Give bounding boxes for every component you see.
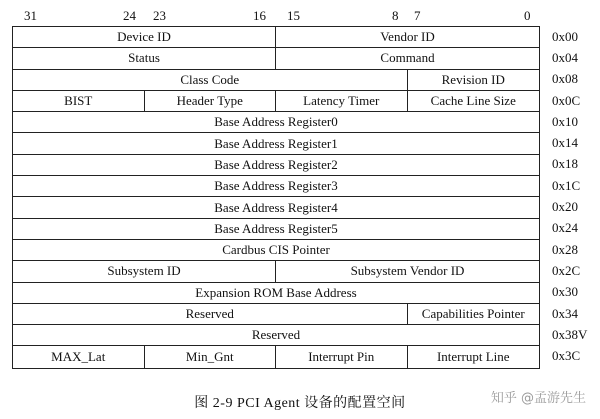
- register-offset: 0x10: [552, 113, 578, 129]
- register-offset: 0x0C: [552, 92, 581, 108]
- register-field: Base Address Register0: [214, 114, 338, 130]
- register-row: [13, 27, 539, 48]
- register-row: [13, 112, 539, 133]
- register-field: Class Code: [13, 70, 408, 90]
- register-field: Reserved: [13, 304, 408, 324]
- register-field: Base Address Register3: [214, 178, 338, 194]
- register-field: Latency Timer: [276, 91, 408, 111]
- register-row: [13, 346, 539, 367]
- register-row: [13, 219, 539, 240]
- register-row: [13, 325, 539, 346]
- register-field: MAX_Lat: [13, 346, 145, 367]
- register-row: [13, 48, 539, 69]
- register-offset: 0x30: [552, 284, 578, 300]
- bit-label: 24: [123, 8, 136, 23]
- bit-label: 15: [287, 8, 300, 23]
- register-offset: 0x08: [552, 71, 578, 87]
- register-row: [13, 155, 539, 176]
- bit-label: 23: [153, 8, 166, 23]
- register-field: Cardbus CIS Pointer: [222, 242, 330, 258]
- register-field: Header Type: [145, 91, 277, 111]
- bit-label: 16: [253, 8, 266, 23]
- register-field: Base Address Register4: [214, 199, 338, 215]
- register-offset: 0x20: [552, 199, 578, 215]
- register-row: [13, 304, 539, 325]
- bit-label: 8: [392, 8, 399, 23]
- register-field: BIST: [13, 91, 145, 111]
- register-offset: 0x38V: [552, 326, 588, 342]
- register-offset: 0x1C: [552, 177, 581, 193]
- bit-label: 7: [414, 8, 421, 23]
- register-offset: 0x00: [552, 28, 578, 44]
- register-row: [13, 240, 539, 261]
- register-field: Capabilities Pointer: [421, 306, 525, 321]
- register-field: Base Address Register1: [214, 135, 338, 151]
- register-field: Cache Line Size: [430, 93, 516, 109]
- register-field: Subsystem Vendor ID: [350, 263, 465, 279]
- watermark: 知乎 @孟游先生: [490, 391, 586, 406]
- register-row: [13, 261, 539, 282]
- register-row: [13, 91, 539, 112]
- register-field: Status: [13, 48, 276, 68]
- register-offset: 0x2C: [552, 262, 581, 278]
- register-row: [13, 197, 539, 218]
- register-field: Interrupt Line: [436, 349, 510, 365]
- register-field: Min_Gnt: [145, 346, 277, 367]
- register-field: Revision ID: [441, 71, 505, 87]
- register-field: Interrupt Pin: [276, 346, 408, 367]
- bit-label: 0: [524, 8, 531, 23]
- register-field: Command: [380, 50, 435, 66]
- register-offset: 0x14: [552, 135, 578, 151]
- config-space-table: [12, 26, 540, 369]
- figure-caption: 图 2-9 PCI Agent 设备的配置空间: [194, 396, 406, 411]
- register-offset: 0x18: [552, 156, 578, 172]
- register-field: Device ID: [13, 27, 276, 47]
- register-offset: 0x28: [552, 241, 578, 257]
- register-offset: 0x34: [552, 305, 578, 321]
- register-row: [13, 176, 539, 197]
- register-offset: 0x24: [552, 220, 578, 236]
- register-field: Base Address Register2: [214, 156, 338, 172]
- register-offset: 0x04: [552, 49, 578, 65]
- register-field: Reserved: [251, 327, 301, 343]
- register-field: Vendor ID: [380, 29, 435, 45]
- bit-label: 31: [24, 8, 37, 23]
- register-field: Base Address Register5: [214, 220, 338, 236]
- register-field: Subsystem ID: [13, 261, 276, 281]
- register-row: [13, 283, 539, 304]
- register-offset: 0x3C: [552, 348, 581, 364]
- offset-column: [552, 26, 598, 367]
- register-row: [13, 133, 539, 154]
- register-row: [13, 70, 539, 91]
- register-field: Expansion ROM Base Address: [195, 284, 357, 300]
